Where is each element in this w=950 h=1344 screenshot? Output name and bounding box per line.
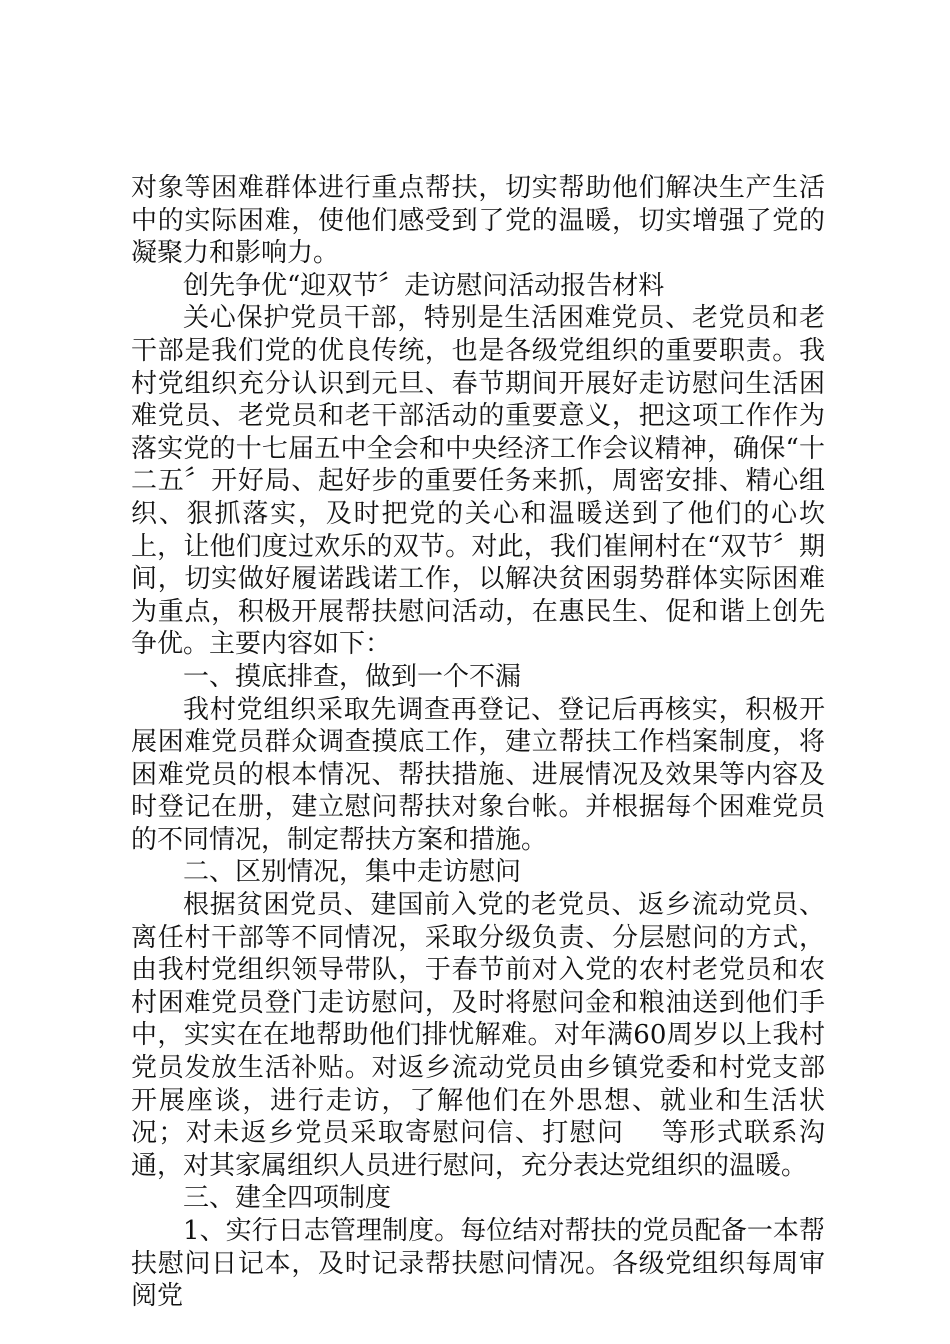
paragraph-section-3: 1、实行日志管理制度。每位结对帮扶的党员配备一本帮扶慰问日记本，及时记录帮扶慰问情况。各级党组织每周审阅党	[131, 1216, 825, 1312]
paragraph-section-2-part-b: 等形式联系沟通，对其家属组织人员进行慰问，充分表达党组织的温暖。	[131, 1118, 825, 1181]
document-body	[131, 172, 825, 1313]
paragraph-section-2	[131, 889, 825, 1182]
paragraph-section-2-part-a: 根据贫困党员、建国前入党的老党员、返乡流动党员、离任村干部等不同情况，采取分级负责、分层慰问的方式，由我村党组织领导带队，于春节前对入党的农村老党员和农村困难党员登门走访慰问，及时将慰问金和粮油送到他们手中，实实在在地帮助他们排忧解难。对年满60周岁以上我村党员发放生活补贴。对返乡流动党员由乡镇党委和村党支部开展座谈，进行走访，了解他们在外思想、就业和生活状况；对未返乡党员采取寄慰问信、打慰问	[131, 890, 825, 1149]
section-heading-1: 一、摸底排查，做到一个不漏	[183, 661, 522, 692]
section-heading-3: 三、建全四项制度	[183, 1183, 392, 1214]
paragraph-section-1: 我村党组织采取先调查再登记、登记后再核实，积极开展困难党员群众调查摸底工作，建立帮扶工作档案制度，将困难党员的根本情况、帮扶措施、进展情况及效果等内容及时登记在册，建立慰问帮扶对象台帐。并根据每个困难党员的不同情况，制定帮扶方案和措施。	[131, 694, 825, 855]
paragraph-intro: 关心保护党员干部，特别是生活困难党员、老党员和老干部是我们党的优良传统，也是各级党组织的重要职责。我村党组织充分认识到元旦、春节期间开展好走访慰问生活困难党员、老党员和老干部活动的重要意义，把这项工作作为落实党的十七届五中全会和中央经济工作会议精神，确保“十二五〞开好局、起好步的重要任务来抓，周密安排、精心组织、狠抓落实，及时把党的关心和温暖送到了他们的心坎上，让他们度过欢乐的双节。对此，我们崔闸村在“双节〞期间，切实做好履诺践诺工作，以解决贫困弱势群体实际困难为重点，积极开展帮扶慰问活动，在惠民生、促和谐上创先争优。主要内容如下：	[131, 303, 825, 660]
document-title: 创先争优“迎双节〞走访慰问活动报告材料	[183, 270, 665, 301]
paragraph-continuation: 对象等困难群体进行重点帮扶，切实帮助他们解决生产生活中的实际困难，使他们感受到了党的温暖，切实增强了党的凝聚力和影响力。	[131, 173, 825, 269]
section-heading-2: 二、区别情况，集中走访慰问	[183, 857, 522, 888]
